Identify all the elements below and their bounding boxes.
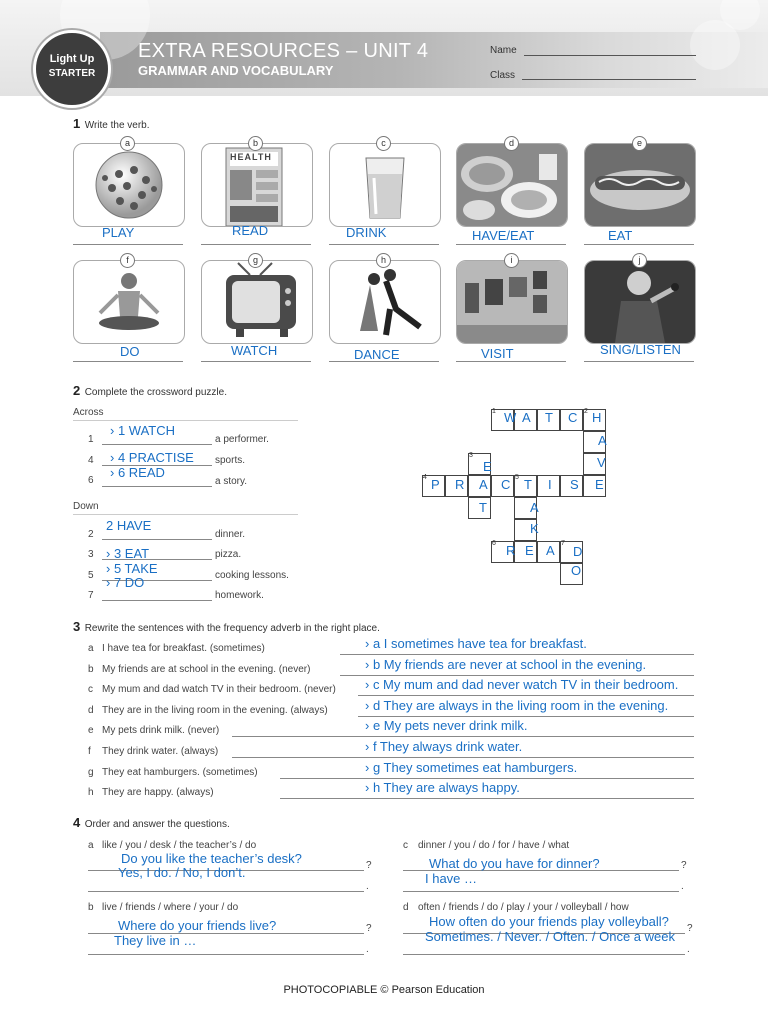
ex3-prompt-h: They are happy. (always) (102, 787, 214, 798)
crossword-clue-number: 7 (561, 540, 565, 547)
across-1-number: 1 (88, 434, 94, 445)
crossword-letter: E (595, 477, 604, 492)
ex3-answer-line-e (232, 736, 694, 737)
ex1-letter-g: g (248, 253, 263, 268)
across-6-clue: a story. (215, 476, 248, 487)
down-7-number: 7 (88, 590, 94, 601)
ex3-answer-line-g (280, 778, 694, 779)
across-6-number: 6 (88, 475, 94, 486)
crossword-letter: T (524, 477, 532, 492)
ex4-period-d: . (687, 944, 690, 955)
down-3-answer[interactable]: › 3 EAT (106, 546, 150, 561)
ex1-answer-a[interactable]: PLAY (102, 225, 135, 240)
ex3-letter-d: d (88, 705, 94, 716)
hotdog-image (585, 144, 695, 226)
down-5-clue: cooking lessons. (215, 570, 289, 581)
logo-line2: STARTER (48, 68, 96, 79)
down-2-answer[interactable]: 2 HAVE (106, 518, 152, 533)
ex3-prompt-c: My mum and dad watch TV in their bedroom. (never) (102, 684, 336, 695)
ex1-answer-line-g (201, 361, 311, 362)
breakfast-image (457, 144, 567, 226)
ex3-answer-e[interactable]: › e My pets never drink milk. (365, 718, 528, 733)
ex1-letter-b: b (248, 136, 263, 151)
ex1-answer-line-c (329, 244, 439, 245)
picture-tv (201, 260, 313, 344)
ex4-answer-c[interactable]: I have … (425, 871, 478, 886)
crossword-clue-number: 4 (423, 474, 427, 481)
ex1-answer-e[interactable]: EAT (608, 228, 633, 243)
crossword-letter: S (570, 477, 579, 492)
across-4-clue: sports. (215, 455, 246, 466)
ex2-instruction: Complete the crossword puzzle. (84, 387, 227, 398)
down-2-clue: dinner. (215, 529, 246, 540)
ex1-answer-line-f (73, 361, 183, 362)
ex3-letter-b: b (88, 664, 94, 675)
across-divider (73, 420, 298, 421)
ex1-letter-i: i (504, 253, 519, 268)
ex1-letter-h: h (376, 253, 391, 268)
class-field[interactable] (522, 79, 696, 80)
across-1-answer[interactable]: › 1 WATCH (110, 423, 175, 438)
ex3-answer-line-a (340, 654, 694, 655)
name-label: Name (490, 45, 517, 56)
ex3-answer-line-h (280, 798, 694, 799)
ex1-answer-b[interactable]: READ (232, 223, 269, 238)
crossword-letter: E (525, 543, 534, 558)
ball-image (74, 144, 184, 226)
ex1-heading (73, 115, 150, 133)
ex1-letter-j: j (632, 253, 647, 268)
across-1-clue: a performer. (215, 434, 269, 445)
down-2-line (102, 539, 212, 540)
glass-image (330, 144, 440, 226)
crossword-letter: C (568, 410, 578, 425)
ex4-qmark-b: ? (366, 923, 372, 934)
magazine-title: HEALTH (230, 152, 272, 162)
crossword-letter: I (548, 477, 552, 492)
ex3-letter-c: c (88, 684, 93, 695)
picture-gallery (456, 260, 568, 344)
crossword-clue-number: 6 (492, 540, 496, 547)
ex3-letter-a: a (88, 643, 94, 654)
ex4-qmark-c: ? (681, 860, 687, 871)
across-4-number: 4 (88, 455, 94, 466)
ex4-qmark-d: ? (687, 923, 693, 934)
ex4-line-b2 (88, 954, 364, 955)
crossword-letter: O (571, 563, 582, 578)
crossword-letter: V (597, 455, 606, 470)
ex3-prompt-b: My friends are at school in the evening. (never) (102, 664, 311, 675)
ex4-line-a2 (88, 891, 364, 892)
ex4-answer-d[interactable]: Sometimes. / Never. / Often. / Once a week (425, 929, 675, 944)
ex3-answer-c[interactable]: › c My mum and dad never watch TV in their bedroom. (365, 677, 679, 692)
ex1-answer-d[interactable]: HAVE/EAT (472, 228, 535, 243)
ex3-prompt-f: They drink water. (always) (102, 746, 219, 757)
name-field[interactable] (524, 55, 696, 56)
ex3-prompt-g: They eat hamburgers. (sometimes) (102, 767, 258, 778)
ex4-heading (73, 814, 230, 832)
ex1-answer-line-i (456, 361, 566, 362)
ex4-period-a: . (366, 881, 369, 892)
ex4-question-d[interactable]: How often do your friends play volleyball? (429, 914, 669, 929)
crossword-letter: K (530, 521, 539, 536)
ex1-answer-h[interactable]: DANCE (354, 347, 400, 362)
crossword-letter: H (592, 410, 602, 425)
ex1-answer-line-e (584, 244, 694, 245)
down-divider (73, 514, 298, 515)
ex4-letter-d: d (403, 902, 409, 913)
ex3-answer-line-f (232, 757, 694, 758)
ex1-answer-i[interactable]: VISIT (481, 346, 514, 361)
ex3-answer-line-d (358, 716, 694, 717)
crossword-letter: E (483, 459, 492, 474)
ex3-letter-g: g (88, 767, 94, 778)
across-label: Across (73, 407, 104, 418)
ex1-answer-line-b (201, 244, 311, 245)
crossword-clue-number: 3 (469, 452, 473, 459)
ex3-answer-h[interactable]: › h They are always happy. (365, 780, 520, 795)
tv-image (202, 261, 312, 343)
ex1-answer-c[interactable]: DRINK (346, 225, 387, 240)
page-subtitle: GRAMMAR AND VOCABULARY (138, 63, 334, 78)
ex1-letter-f: f (120, 253, 135, 268)
gallery-image (457, 261, 567, 343)
ex4-period-b: . (366, 944, 369, 955)
ex4-period-c: . (681, 881, 684, 892)
down-7-answer[interactable]: › 7 DO (106, 575, 145, 590)
singer-image (585, 261, 695, 343)
crossword-clue-number: 1 (492, 408, 496, 415)
ex2-heading (73, 382, 227, 400)
ex3-prompt-d: They are in the living room in the evening. (always) (102, 705, 328, 716)
crossword-letter: T (545, 410, 553, 425)
ex4-prompt-c: dinner / you / do / for / have / what (418, 840, 570, 851)
down-2-number: 2 (88, 529, 94, 540)
ex3-answer-g[interactable]: › g They sometimes eat hamburgers. (365, 760, 578, 775)
ex1-answer-g[interactable]: WATCH (231, 343, 278, 358)
ex3-answer-b[interactable]: › b My friends are never at school in the evening. (365, 657, 647, 672)
down-3-number: 3 (88, 549, 94, 560)
ex4-prompt-b: live / friends / where / your / do (102, 902, 239, 913)
down-7-line (102, 600, 212, 601)
ex1-answer-line-a (73, 244, 183, 245)
page-title: EXTRA RESOURCES – UNIT 4 (138, 40, 429, 62)
ex4-question-a[interactable]: Do you like the teacher’s desk? (121, 851, 302, 866)
picture-glass (329, 143, 441, 227)
ex3-number: 3 (73, 619, 81, 634)
dance-image (330, 261, 440, 343)
crossword-clue-number: 5 (515, 474, 519, 481)
picture-breakfast (456, 143, 568, 227)
ex4-answer-b[interactable]: They live in … (114, 933, 197, 948)
footer-copyright: PHOTOCOPIABLE © Pearson Education (283, 984, 485, 996)
crossword-letter: W (504, 410, 517, 425)
picture-yoga (73, 260, 185, 344)
ex4-letter-c: c (403, 840, 408, 851)
class-label: Class (490, 70, 516, 81)
ex3-prompt-a: I have tea for breakfast. (sometimes) (102, 643, 265, 654)
crossword-letter: C (501, 477, 511, 492)
across-4-answer[interactable]: › 4 PRACTISE (110, 450, 194, 465)
ex4-letter-b: b (88, 902, 94, 913)
ex4-letter-a: a (88, 840, 94, 851)
ex3-letter-f: f (88, 746, 91, 757)
ex4-answer-a[interactable]: Yes, I do. / No, I don’t. (118, 865, 246, 880)
ex4-prompt-a: like / you / desk / the teacher’s / do (102, 840, 257, 851)
down-3-clue: pizza. (215, 549, 242, 560)
light-up-starter-logo (33, 30, 111, 108)
ex3-prompt-e: My pets drink milk. (never) (102, 725, 220, 736)
down-5-number: 5 (88, 570, 94, 581)
across-1-line (102, 444, 212, 445)
ex2-number: 2 (73, 383, 81, 398)
across-6-line (102, 486, 212, 487)
ex3-answer-line-c (358, 695, 694, 696)
ex3-answer-a[interactable]: › a I sometimes have tea for breakfast. (365, 636, 587, 651)
crossword-clue-number: 2 (584, 408, 588, 415)
ex1-letter-d: d (504, 136, 519, 151)
ex3-answer-line-b (340, 675, 694, 676)
crossword-letter: A (479, 477, 488, 492)
picture-magazine (201, 143, 313, 227)
ex4-instruction: Order and answer the questions. (84, 819, 230, 830)
ex4-line-c2 (403, 891, 679, 892)
ex1-number: 1 (73, 116, 81, 131)
ex1-letter-c: c (376, 136, 391, 151)
across-6-answer[interactable]: › 6 READ (110, 465, 165, 480)
crossword-letter: A (598, 433, 607, 448)
picture-dance (329, 260, 441, 344)
crossword-letter: R (455, 477, 465, 492)
down-7-clue: homework. (215, 590, 264, 601)
ex4-question-c[interactable]: What do you have for dinner? (429, 856, 600, 871)
ex1-answer-f[interactable]: DO (120, 344, 140, 359)
ex4-number: 4 (73, 815, 81, 830)
picture-singer (584, 260, 696, 344)
crossword-letter: A (522, 410, 531, 425)
crossword-letter: A (530, 500, 539, 515)
crossword-letter: P (431, 477, 440, 492)
ex3-heading (73, 618, 380, 636)
ex4-line-d2 (403, 954, 685, 955)
ex3-answer-d[interactable]: › d They are always in the living room in the evening. (365, 698, 669, 713)
ex4-prompt-d: often / friends / do / play / your / volleyball / how (418, 902, 629, 913)
down-label: Down (73, 501, 99, 512)
logo-line1: Light Up (49, 53, 95, 65)
ex3-letter-e: e (88, 725, 94, 736)
crossword-letter: A (546, 543, 555, 558)
ex1-answer-line-d (456, 244, 566, 245)
picture-hotdog (584, 143, 696, 227)
ex4-question-b[interactable]: Where do your friends live? (118, 918, 277, 933)
crossword-letter: R (506, 543, 516, 558)
ex3-instruction: Rewrite the sentences with the frequency adverb in the right place. (84, 623, 380, 634)
picture-ball (73, 143, 185, 227)
ex3-letter-h: h (88, 787, 94, 798)
ex1-letter-e: e (632, 136, 647, 151)
ex1-answer-j[interactable]: SING/LISTEN (600, 342, 681, 357)
ex1-instruction: Write the verb. (84, 120, 150, 131)
crossword-letter: T (479, 500, 487, 515)
down-5-answer[interactable]: › 5 TAKE (106, 561, 158, 576)
ex4-qmark-a: ? (366, 860, 372, 871)
crossword-letter: D (573, 544, 583, 559)
ex3-answer-f[interactable]: › f They always drink water. (365, 739, 523, 754)
ex1-answer-line-j (584, 361, 694, 362)
ex1-letter-a: a (120, 136, 135, 151)
yoga-image (74, 261, 184, 343)
